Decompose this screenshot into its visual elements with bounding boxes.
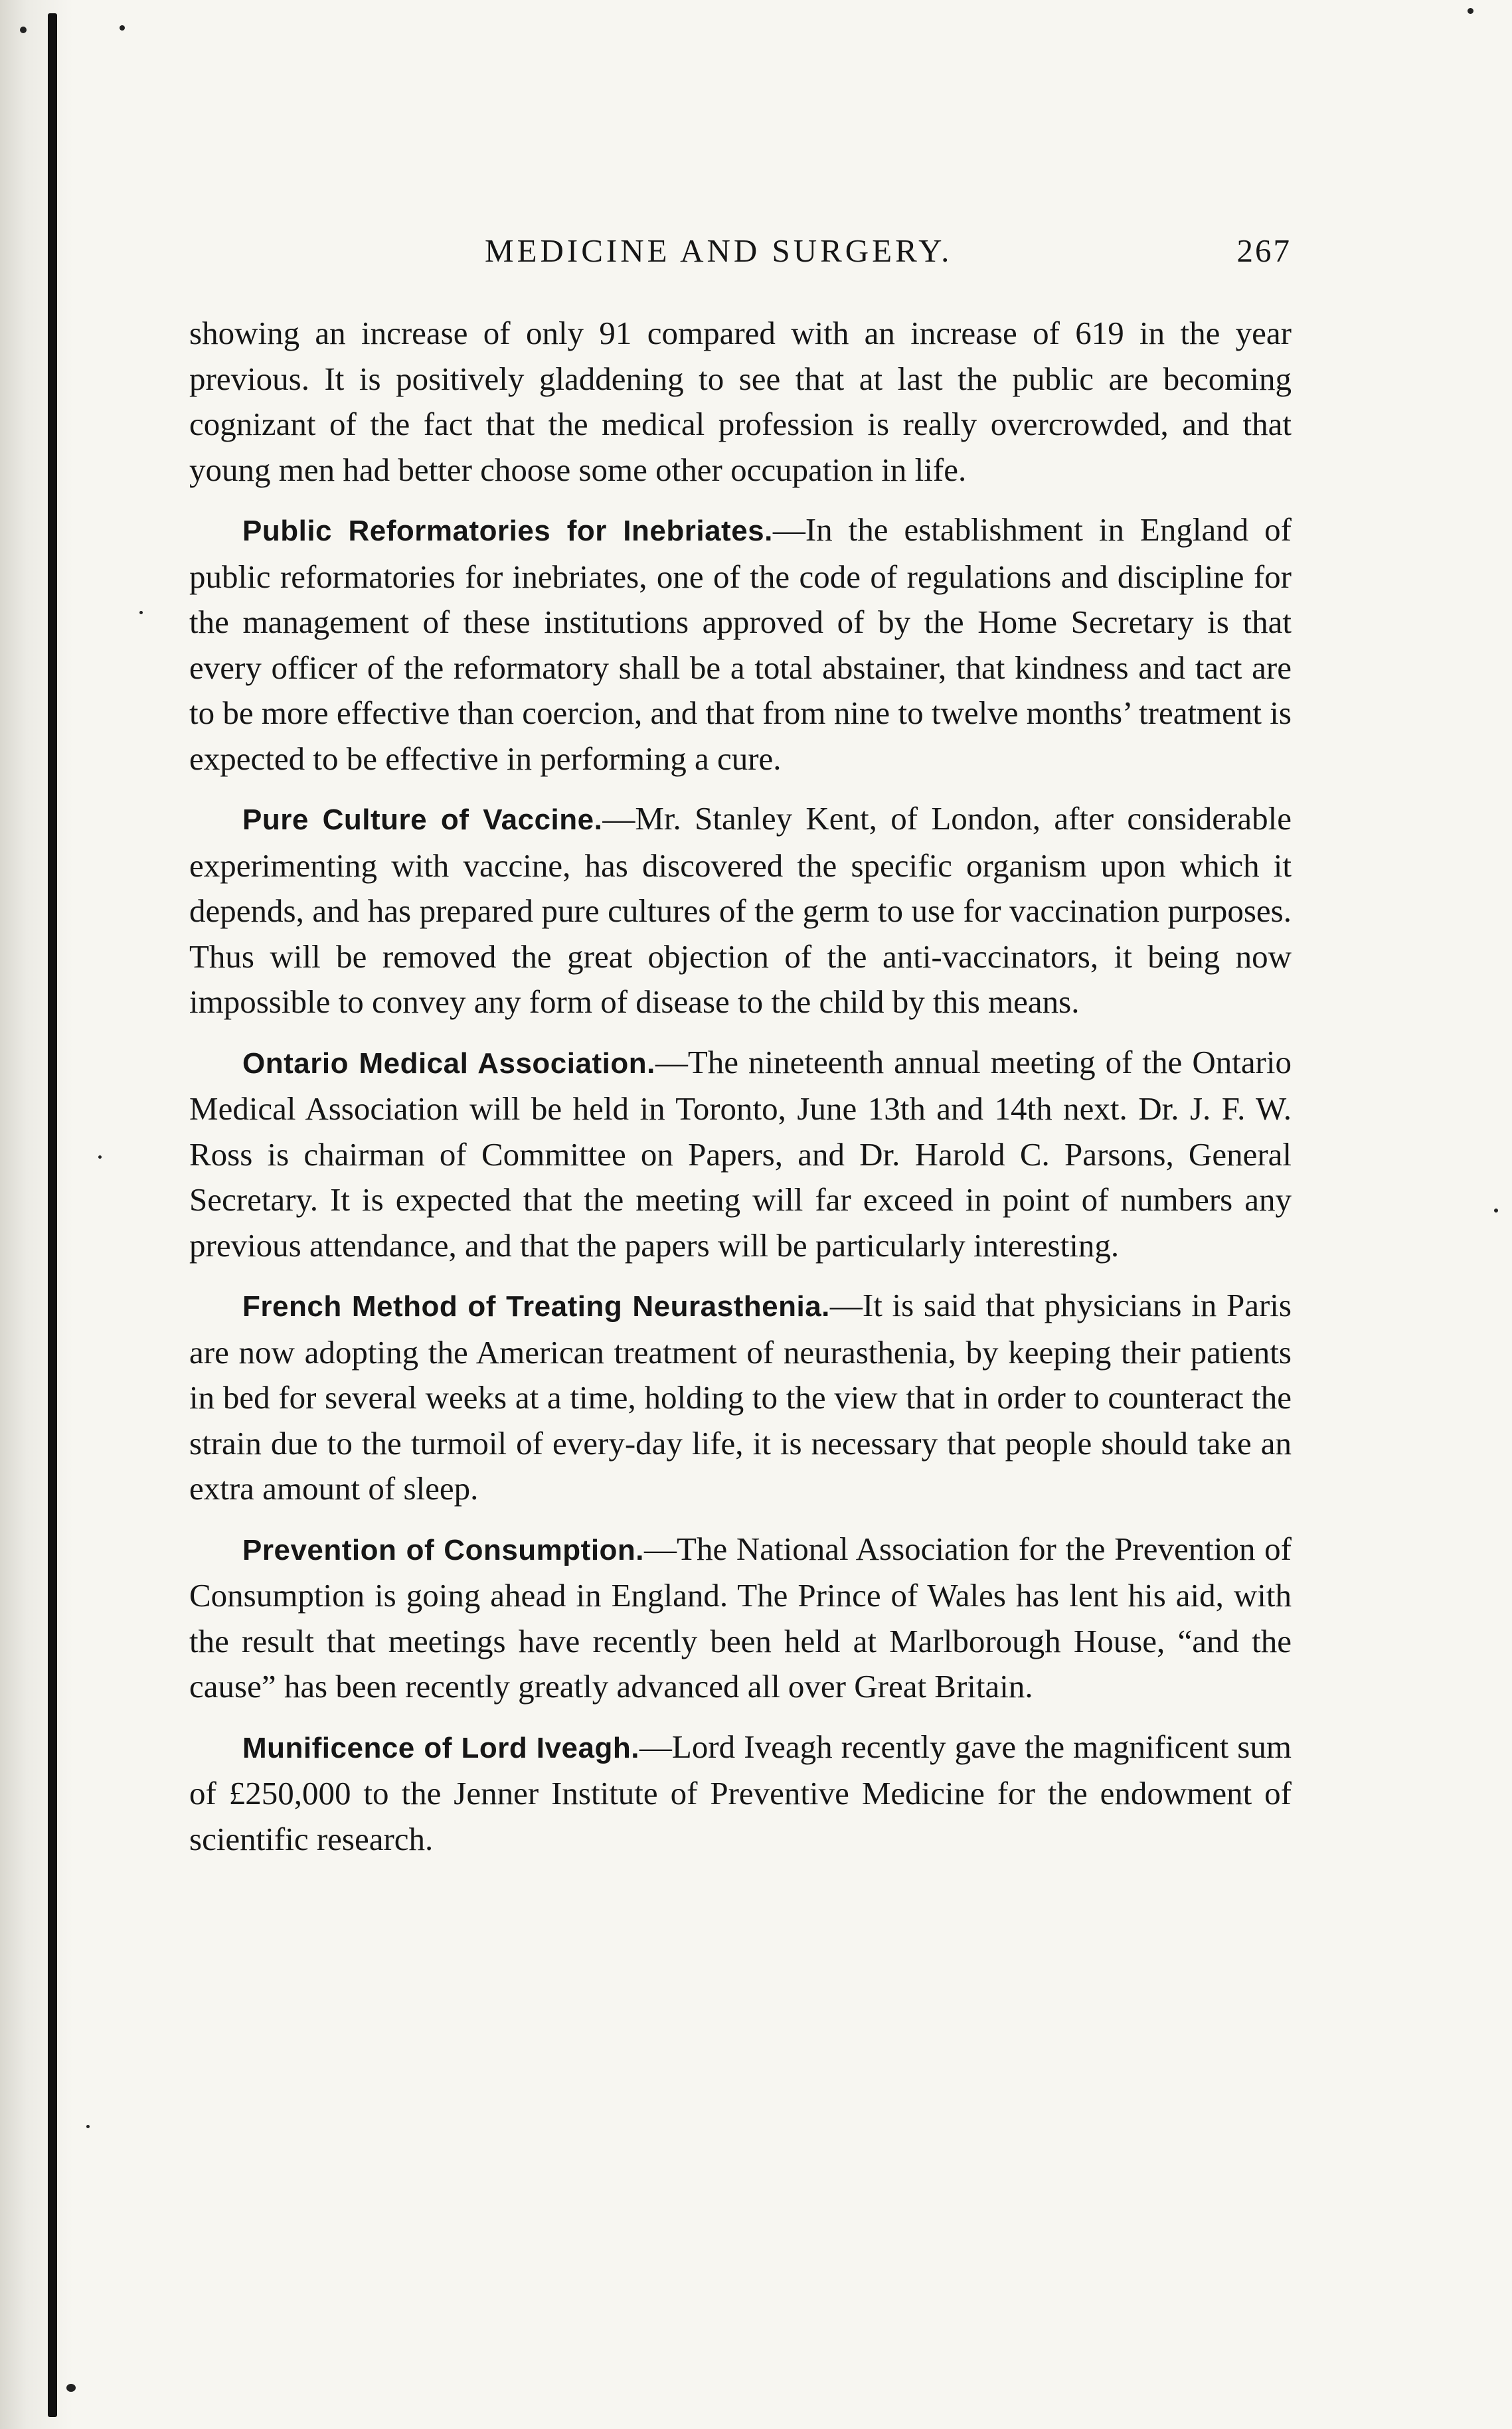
print-speck (139, 611, 143, 614)
paragraph-heading: Ontario Medical Association. (242, 1047, 655, 1080)
running-head (189, 224, 1292, 278)
paragraph-ontario-medical-association (189, 1040, 1292, 1269)
page-number: 267 (1236, 232, 1292, 269)
paragraph-text: —Lord Iveagh recently gave the magnificent sum of £250,000 to the Jenner Institute of Preventive Medicine for the endowment of scientific research. (189, 1728, 1292, 1857)
paragraph-pure-culture-vaccine (189, 796, 1292, 1025)
running-title: MEDICINE AND SURGERY. (485, 232, 953, 269)
paragraph-public-reformatories (189, 507, 1292, 782)
paragraph-text: showing an increase of only 91 compared with an increase of 619 in the year previous. It is positively gladdening to see that at last the public are becoming cognizant of the fact that the medical profession is really overcrowded, and that young men had better choose some other occupation in life. (189, 315, 1292, 488)
print-speck (98, 1155, 102, 1159)
paragraph-heading: Pure Culture of Vaccine. (242, 803, 603, 836)
print-speck (120, 25, 125, 31)
paragraph-heading: Munificence of Lord Iveagh. (242, 1731, 639, 1764)
paragraph-continuation (189, 311, 1292, 493)
paragraph-text: —The nineteenth annual meeting of the Ontario Medical Association will be held in Toronto, June 13th and 14th next. Dr. J. F. W. Ross is chairman of Committee on Papers, and Dr. Harold C. Parsons, General Secretary. It is expected that the meeting will far exceed in point of numbers any previous attendance, and that the papers will be particularly interesting. (189, 1043, 1292, 1264)
print-speck (66, 2384, 76, 2392)
binding-edge (48, 13, 57, 2417)
binding-gutter (0, 0, 73, 2429)
paragraph-text: —It is said that physicians in Paris are now adopting the American treatment of neurasthenia, by keeping their patients in bed for several weeks at a time, holding to the view that in order to counteract the strain due to the turmoil of every-day life, it is necessary that people should take an extra amount of sleep. (189, 1287, 1292, 1507)
print-speck (86, 2125, 90, 2128)
paragraph-heading: Public Reformatories for Inebriates. (242, 515, 773, 547)
paragraph-prevention-consumption (189, 1527, 1292, 1710)
paragraph-text: —The National Association for the Prevention of Consumption is going ahead in England. The Prince of Wales has lent his aid, with the result that meetings have recently been held at Marlborough House, “and the cause” has been recently greatly advanced all over Great Britain. (189, 1530, 1292, 1705)
paragraph-french-method-neurasthenia (189, 1283, 1292, 1512)
article-body (189, 311, 1292, 1877)
print-speck (1494, 1209, 1498, 1213)
paragraph-text: —Mr. Stanley Kent, of London, after considerable experimenting with vaccine, has discovered the specific organism upon which it depends, and has prepared pure cultures of the germ to use for vaccination purposes. Thus will be removed the great objection of the anti-vaccinators, it being now impossible to convey any form of disease to the child by this means. (189, 800, 1292, 1020)
paragraph-munificence-lord-iveagh (189, 1724, 1292, 1863)
paragraph-heading: Prevention of Consumption. (242, 1533, 645, 1566)
print-speck (1468, 8, 1473, 14)
paragraph-text: —In the establishment in England of public reformatories for inebriates, one of the code of regulations and discipline for the management of these institutions approved of by the Home Secretary is that every officer of the reformatory shall be a total abstainer, that kindness and tact are to be more effective than coercion, and that from nine to twelve months’ treatment is expected to be effective in performing a cure. (189, 511, 1292, 777)
print-speck (20, 27, 27, 33)
paragraph-heading: French Method of Treating Neurasthenia. (242, 1290, 830, 1323)
